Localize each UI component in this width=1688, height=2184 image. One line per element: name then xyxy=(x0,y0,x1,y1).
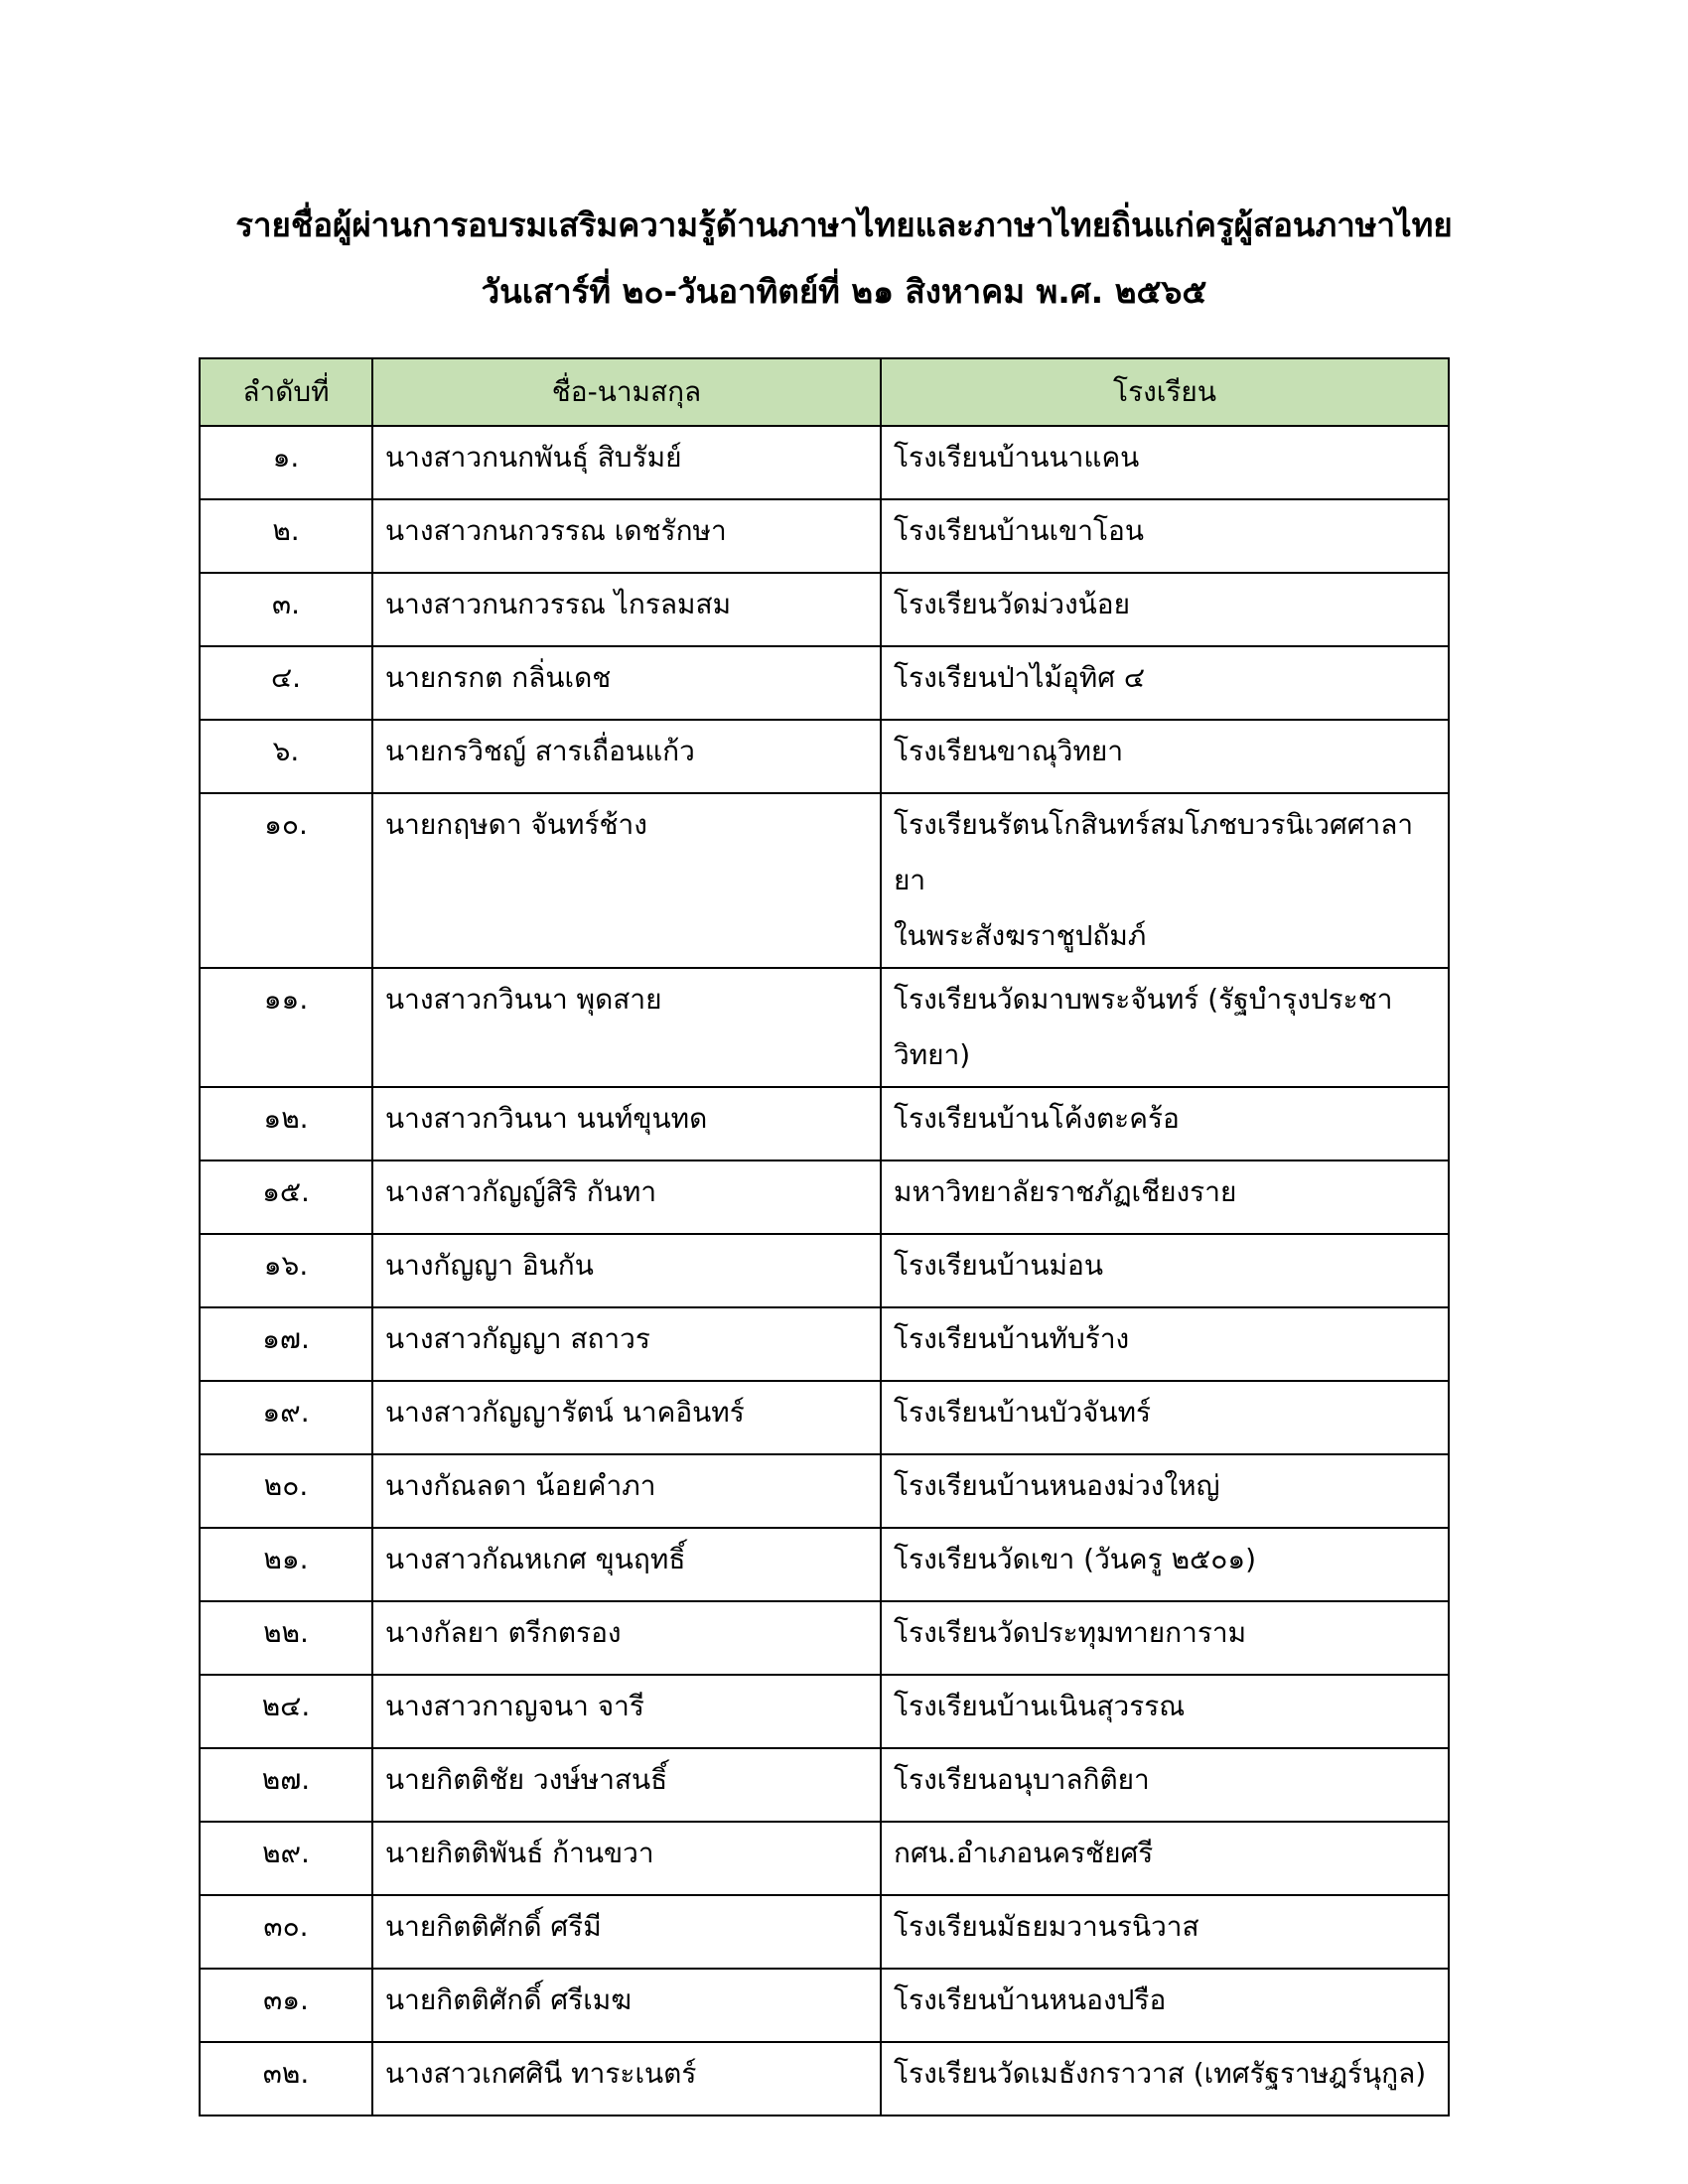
row-index: ๑๗. xyxy=(200,1307,372,1381)
row-name: นางกัญญา อินกัน xyxy=(372,1234,881,1307)
table-row xyxy=(200,426,1449,499)
row-name: นางกัณลดา น้อยคำภา xyxy=(372,1454,881,1528)
table-row xyxy=(200,1822,1449,1895)
row-name: นางสาวเกศศินี ทาระเนตร์ xyxy=(372,2042,881,2116)
row-school-line-2: ในพระสังฆราชูปถัมภ์ xyxy=(894,919,1147,952)
row-index: ๓๒. xyxy=(200,2042,372,2116)
header-name: ชื่อ-นามสกุล xyxy=(372,358,881,426)
row-name: นางกัลยา ตรีกตรอง xyxy=(372,1601,881,1675)
row-school xyxy=(881,1675,1449,1748)
row-school-line: โรงเรียนบ้านเนินสุวรรณ xyxy=(894,1690,1186,1722)
row-name: นายกรวิชญ์ สารเถื่อนแก้ว xyxy=(372,720,881,793)
row-school xyxy=(881,573,1449,646)
table-row xyxy=(200,499,1449,573)
row-school-line: โรงเรียนป่าไม้อุทิศ ๔ xyxy=(894,661,1146,694)
page-subtitle-date: วันเสาร์ที่ ๒๐-วันอาทิตย์ที่ ๒๑ สิงหาคม พ.ศ. ๒๕๖๕ xyxy=(481,272,1207,311)
row-school xyxy=(881,646,1449,720)
row-name: นายกรกต กลิ่นเดช xyxy=(372,646,881,720)
row-school-line: โรงเรียนรัตนโกสินทร์สมโภชบวรนิเวศศาลายา xyxy=(894,808,1414,896)
table-row xyxy=(200,1234,1449,1307)
row-school xyxy=(881,1895,1449,1969)
row-school xyxy=(881,1748,1449,1822)
row-school xyxy=(881,2042,1449,2116)
row-name: นายกิตติศักดิ์ ศรีมี xyxy=(372,1895,881,1969)
row-name: นางสาวกวินนา พุดสาย xyxy=(372,968,881,1087)
table-row xyxy=(200,1895,1449,1969)
row-index: ๑๐. xyxy=(200,793,372,968)
row-school xyxy=(881,1160,1449,1234)
row-school-line: โรงเรียนวัดประทุมทายการาม xyxy=(894,1616,1247,1649)
row-school xyxy=(881,720,1449,793)
table-row xyxy=(200,2042,1449,2116)
row-index: ๑. xyxy=(200,426,372,499)
table-row xyxy=(200,646,1449,720)
row-school xyxy=(881,1969,1449,2042)
row-school-line: โรงเรียนบ้านม่อน xyxy=(894,1249,1103,1282)
header-index: ลำดับที่ xyxy=(200,358,372,426)
table-row xyxy=(200,1601,1449,1675)
row-name: นางสาวกัณหเกศ ขุนฤทธิ์ xyxy=(372,1528,881,1601)
header-school: โรงเรียน xyxy=(881,358,1449,426)
row-index: ๑๒. xyxy=(200,1087,372,1160)
row-school-line: โรงเรียนบ้านโค้งตะคร้อ xyxy=(894,1102,1180,1135)
row-school-line: โรงเรียนวัดม่วงน้อย xyxy=(894,588,1131,620)
row-name: นางสาวกนกวรรณ ไกรลมสม xyxy=(372,573,881,646)
row-index: ๒๔. xyxy=(200,1675,372,1748)
row-school xyxy=(881,1454,1449,1528)
row-school xyxy=(881,499,1449,573)
row-index: ๒๗. xyxy=(200,1748,372,1822)
row-index: ๒๐. xyxy=(200,1454,372,1528)
table-row xyxy=(200,1307,1449,1381)
table-row xyxy=(200,968,1449,1087)
row-school-line: โรงเรียนบ้านนาแคน xyxy=(894,441,1140,474)
row-index: ๑๖. xyxy=(200,1234,372,1307)
row-name: นางสาวกาญจนา จารี xyxy=(372,1675,881,1748)
row-name: นายกิตติชัย วงษ์ษาสนธิ์ xyxy=(372,1748,881,1822)
row-school-line: กศน.อำเภอนครชัยศรี xyxy=(894,1837,1154,1869)
table-row xyxy=(200,720,1449,793)
row-school-line: โรงเรียนวัดเมธังกราวาส (เทศรัฐราษฎร์นุกูล) xyxy=(894,2057,1427,2090)
row-name: นายกิตติศักดิ์ ศรีเมฆ xyxy=(372,1969,881,2042)
table-row xyxy=(200,1160,1449,1234)
row-name: นายกฤษดา จันทร์ช้าง xyxy=(372,793,881,968)
row-school xyxy=(881,1087,1449,1160)
table-row xyxy=(200,793,1449,968)
page-title: รายชื่อผู้ผ่านการอบรมเสริมความรู้ด้านภาษาไทยและภาษาไทยถิ่นแก่ครูผู้สอนภาษาไทย xyxy=(235,205,1453,244)
row-school-line: โรงเรียนบ้านหนองม่วงใหญ่ xyxy=(894,1469,1220,1502)
roster-table xyxy=(199,357,1450,2116)
table-row xyxy=(200,1675,1449,1748)
table-row xyxy=(200,1528,1449,1601)
table-row xyxy=(200,1381,1449,1454)
row-school-line: โรงเรียนอนุบาลกิติยา xyxy=(894,1763,1150,1796)
table-row xyxy=(200,1748,1449,1822)
row-school-line: โรงเรียนมัธยมวานรนิวาส xyxy=(894,1910,1199,1943)
row-index: ๑๑. xyxy=(200,968,372,1087)
table-header-row xyxy=(200,358,1449,426)
row-school-line: โรงเรียนวัดมาบพระจันทร์ (รัฐบำรุงประชา xyxy=(894,983,1393,1016)
row-school-line: โรงเรียนวัดเขา (วันครู ๒๕๐๑) xyxy=(894,1543,1257,1575)
row-school xyxy=(881,968,1449,1087)
row-index: ๓. xyxy=(200,573,372,646)
row-school xyxy=(881,1528,1449,1601)
row-school xyxy=(881,1307,1449,1381)
row-school-line: โรงเรียนบ้านหนองปรือ xyxy=(894,1983,1167,2016)
row-index: ๖. xyxy=(200,720,372,793)
row-school-line-2: วิทยา) xyxy=(894,1038,971,1071)
row-name: นางสาวกัญญา สถาวร xyxy=(372,1307,881,1381)
row-school xyxy=(881,1601,1449,1675)
row-index: ๑๕. xyxy=(200,1160,372,1234)
row-index: ๓๑. xyxy=(200,1969,372,2042)
table-row xyxy=(200,1969,1449,2042)
row-index: ๒๙. xyxy=(200,1822,372,1895)
row-index: ๔. xyxy=(200,646,372,720)
row-name: นางสาวกนกพันธุ์ สิบรัมย์ xyxy=(372,426,881,499)
row-school xyxy=(881,426,1449,499)
row-name: นางสาวกัญญ์สิริ กันทา xyxy=(372,1160,881,1234)
row-school xyxy=(881,1822,1449,1895)
row-index: ๒๒. xyxy=(200,1601,372,1675)
row-name: นางสาวกัญญารัตน์ นาคอินทร์ xyxy=(372,1381,881,1454)
table-row xyxy=(200,573,1449,646)
row-index: ๒๑. xyxy=(200,1528,372,1601)
row-school-line: โรงเรียนบ้านเขาโอน xyxy=(894,514,1144,547)
table-row xyxy=(200,1454,1449,1528)
row-school xyxy=(881,1381,1449,1454)
row-school xyxy=(881,1234,1449,1307)
table-row xyxy=(200,1087,1449,1160)
row-index: ๒. xyxy=(200,499,372,573)
row-name: นางสาวกนกวรรณ เดชรักษา xyxy=(372,499,881,573)
row-name: นางสาวกวินนา นนท์ขุนทด xyxy=(372,1087,881,1160)
row-school-line: โรงเรียนบ้านบัวจันทร์ xyxy=(894,1396,1152,1429)
row-school-line: โรงเรียนบ้านทับร้าง xyxy=(894,1322,1130,1355)
row-school-line: มหาวิทยาลัยราชภัฏเชียงราย xyxy=(894,1175,1237,1208)
row-school-line: โรงเรียนขาณุวิทยา xyxy=(894,735,1124,767)
row-index: ๑๙. xyxy=(200,1381,372,1454)
row-index: ๓๐. xyxy=(200,1895,372,1969)
row-school xyxy=(881,793,1449,968)
row-name: นายกิตติพันธ์ ก้านขวา xyxy=(372,1822,881,1895)
